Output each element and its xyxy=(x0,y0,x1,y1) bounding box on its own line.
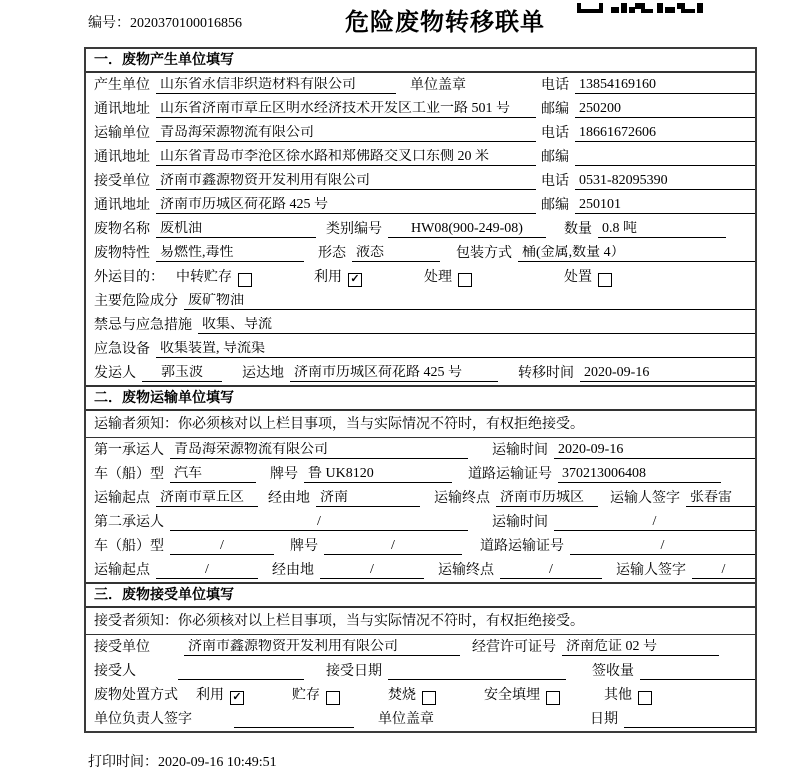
taboo-measures-row xyxy=(86,313,755,337)
transfer-purpose-row xyxy=(86,265,755,289)
shipper-row xyxy=(86,361,755,385)
route1-row xyxy=(86,486,755,510)
transport-phone-label: 电话 xyxy=(541,126,569,141)
emergency-equipment-row xyxy=(86,337,755,361)
producer-zip-value: 250200 xyxy=(575,101,755,118)
checkbox-mark: ✓ xyxy=(350,273,360,285)
transport-unit-label: 运输单位 xyxy=(94,126,150,141)
origin1-label: 运输起点 xyxy=(94,491,150,506)
second-carrier-row xyxy=(86,510,755,534)
transit-storage-checkbox xyxy=(238,273,252,287)
waste-pack-value: 桶(金属,数量 4） xyxy=(518,245,755,262)
acceptor-row xyxy=(86,659,755,683)
destination-label: 运达地 xyxy=(242,366,284,381)
acceptor-value xyxy=(178,664,304,680)
via2-value: / xyxy=(320,562,424,579)
receiver-phone-label: 电话 xyxy=(541,174,569,189)
shipper-value: 郭玉波 xyxy=(142,365,222,382)
serial-label: 编号： xyxy=(88,16,130,31)
transport-time1-value: 2020-09-16 xyxy=(554,442,755,459)
producer-unit-value: 山东省永信非织造材料有限公司 xyxy=(156,77,396,94)
waste-code-label: 类别编号 xyxy=(326,222,382,237)
transfer-purpose-label: 外运目的： xyxy=(94,270,164,285)
option-storage-label: 贮存 xyxy=(292,688,320,703)
manifest-table xyxy=(84,47,757,733)
storage-checkbox xyxy=(326,691,340,705)
acceptor-label: 接受人 xyxy=(94,664,136,679)
producer-unit-row xyxy=(86,73,755,97)
option-utilize2-label: 利用 xyxy=(196,688,224,703)
vehicle1-row xyxy=(86,462,755,486)
dispose-checkbox xyxy=(598,273,612,287)
shipper-label: 发运人 xyxy=(94,366,136,381)
producer-address-value: 山东省济南市章丘区明水经济技术开发区工业一路 501 号 xyxy=(156,101,536,118)
incinerate-checkbox xyxy=(422,691,436,705)
transport-zip-value xyxy=(575,150,755,166)
endpoint1-label: 运输终点 xyxy=(434,491,490,506)
road-permit1-label: 道路运输证号 xyxy=(468,467,552,482)
accept-date-value xyxy=(388,664,566,680)
vehicle-type2-label: 车（船）型 xyxy=(94,539,164,554)
first-carrier-value: 青岛海荣源物流有限公司 xyxy=(170,442,468,459)
vehicle-type1-value: 汽车 xyxy=(170,466,256,483)
carrier-sign1-label: 运输人签字 xyxy=(610,491,680,506)
taboo-measures-label: 禁忌与应急措施 xyxy=(94,318,192,333)
emergency-equipment-label: 应急设备 xyxy=(94,342,150,357)
transport-unit-value: 青岛海荣源物流有限公司 xyxy=(156,125,536,142)
qr-code-fragment xyxy=(577,0,703,18)
waste-form-label: 形态 xyxy=(318,246,346,261)
waste-attr-row xyxy=(86,241,755,265)
option-transit-storage-label: 中转贮存 xyxy=(176,270,232,285)
plate1-value: 鲁 UK8120 xyxy=(304,466,452,483)
plate2-label: 牌号 xyxy=(290,539,318,554)
waste-code-value: HW08(900-249-08) xyxy=(388,221,546,238)
producer-address-row xyxy=(86,97,755,121)
utilize2-checkbox xyxy=(230,691,244,705)
receiver-unit-row xyxy=(86,169,755,193)
unit-seal2-label: 单位盖章 xyxy=(378,712,434,727)
road-permit2-label: 道路运输证号 xyxy=(480,539,564,554)
license-label: 经营许可证号 xyxy=(472,640,556,655)
emergency-equipment-value: 收集装置, 导流渠 xyxy=(156,341,755,358)
first-carrier-label: 第一承运人 xyxy=(94,443,164,458)
transport-time2-value: / xyxy=(554,514,755,531)
sign-date-label: 日期 xyxy=(590,712,618,727)
option-landfill-label: 安全填埋 xyxy=(484,688,540,703)
accept-unit-row xyxy=(86,635,755,659)
transport-zip-label: 邮编 xyxy=(541,150,569,165)
option-utilize-label: 利用 xyxy=(314,270,342,285)
producer-phone-value: 13854169160 xyxy=(575,77,755,94)
option-incinerate-label: 焚烧 xyxy=(388,688,416,703)
option-dispose-label: 处置 xyxy=(564,270,592,285)
transport-address-label: 通讯地址 xyxy=(94,150,150,165)
license-value: 济南危证 02 号 xyxy=(562,639,719,656)
taboo-measures-value: 收集、导流 xyxy=(198,317,755,334)
plate1-label: 牌号 xyxy=(270,467,298,482)
waste-qty-label: 数量 xyxy=(564,222,592,237)
receiver-address-row xyxy=(86,193,755,217)
producer-address-label: 通讯地址 xyxy=(94,102,150,117)
disposal-method-label: 废物处置方式 xyxy=(94,688,178,703)
origin1-value: 济南市章丘区 xyxy=(156,490,258,507)
via2-label: 经由地 xyxy=(272,563,314,578)
second-carrier-label: 第二承运人 xyxy=(94,515,164,530)
print-time-value: 2020-09-16 10:49:51 xyxy=(158,755,277,770)
via1-label: 经由地 xyxy=(268,491,310,506)
origin2-label: 运输起点 xyxy=(94,563,150,578)
via1-value: 济南 xyxy=(316,490,420,507)
waste-name-label: 废物名称 xyxy=(94,222,150,237)
receiver-phone-value: 0531-82095390 xyxy=(575,173,755,190)
producer-phone-label: 电话 xyxy=(541,78,569,93)
section2-heading: 二．废物运输单位填写 xyxy=(86,385,755,411)
vehicle-type2-value: / xyxy=(170,538,274,555)
receiver-address-value: 济南市历城区荷花路 425 号 xyxy=(156,197,536,214)
transport-phone-value: 18661672606 xyxy=(575,125,755,142)
producer-unit-label: 产生单位 xyxy=(94,78,150,93)
disposal-method-row xyxy=(86,683,755,707)
responsible-sign-value xyxy=(234,712,354,728)
receiver-unit-label: 接受单位 xyxy=(94,174,150,189)
destination-value: 济南市历城区荷花路 425 号 xyxy=(290,365,498,382)
carrier-sign2-value: / xyxy=(692,562,755,579)
print-time-label: 打印时间： xyxy=(88,755,158,770)
endpoint2-value: / xyxy=(500,562,602,579)
option-other-label: 其他 xyxy=(604,688,632,703)
section1-heading: 一．废物产生单位填写 xyxy=(86,49,755,73)
serial-number xyxy=(88,12,242,32)
serial-value: 2020370100016856 xyxy=(130,16,242,31)
accept-date-label: 接受日期 xyxy=(326,664,382,679)
transport-address-value: 山东省青岛市李沧区徐水路和郑佛路交叉口东侧 20 米 xyxy=(156,149,536,166)
print-time xyxy=(88,751,277,771)
second-carrier-value: / xyxy=(170,514,468,531)
vehicle-type1-label: 车（船）型 xyxy=(94,467,164,482)
checkbox-mark: ✓ xyxy=(232,691,242,703)
transport-address-row xyxy=(86,145,755,169)
receiver-address-label: 通讯地址 xyxy=(94,198,150,213)
option-treat-label: 处理 xyxy=(424,270,452,285)
sign-amount-label: 签收量 xyxy=(592,664,634,679)
accept-unit-value: 济南市鑫源物资开发利用有限公司 xyxy=(184,639,460,656)
hazard-component-row xyxy=(86,289,755,313)
waste-attr-value: 易燃性,毒性 xyxy=(156,245,304,262)
transfer-time-label: 转移时间 xyxy=(518,366,574,381)
transport-unit-row xyxy=(86,121,755,145)
responsible-sign-label: 单位负责人签字 xyxy=(94,712,192,727)
other-checkbox xyxy=(638,691,652,705)
responsible-sign-row xyxy=(86,707,755,731)
road-permit2-value: / xyxy=(570,538,755,555)
hazard-component-label: 主要危险成分 xyxy=(94,294,178,309)
waste-attr-label: 废物特性 xyxy=(94,246,150,261)
sign-date-value xyxy=(624,712,755,728)
carrier-sign1-value: 张春雷 xyxy=(686,490,755,507)
waste-qty-value: 0.8 吨 xyxy=(598,221,726,238)
page-title: 危险废物转移联单 xyxy=(345,10,545,36)
waste-name-row xyxy=(86,217,755,241)
first-carrier-row xyxy=(86,438,755,462)
qr-code-fragment-icon xyxy=(577,3,703,13)
plate2-value: / xyxy=(324,538,462,555)
hazard-component-value: 废矿物油 xyxy=(184,293,755,310)
producer-zip-label: 邮编 xyxy=(541,102,569,117)
transport-time2-label: 运输时间 xyxy=(492,515,548,530)
sign-amount-value xyxy=(640,664,755,680)
treat-checkbox xyxy=(458,273,472,287)
unit-seal-label: 单位盖章 xyxy=(410,78,466,93)
road-permit1-value: 370213006408 xyxy=(558,466,721,483)
transporter-notice: 运输者须知：你必须核对以上栏目事项，当与实际情况不符时，有权拒绝接受。 xyxy=(86,411,755,438)
transport-time1-label: 运输时间 xyxy=(492,443,548,458)
utilize-checkbox xyxy=(348,273,362,287)
accept-unit-label: 接受单位 xyxy=(94,640,150,655)
receiver-unit-value: 济南市鑫源物资开发利用有限公司 xyxy=(156,173,536,190)
vehicle2-row xyxy=(86,534,755,558)
receiver-zip-label: 邮编 xyxy=(541,198,569,213)
landfill-checkbox xyxy=(546,691,560,705)
waste-form-value: 液态 xyxy=(352,245,440,262)
route2-row xyxy=(86,558,755,582)
endpoint2-label: 运输终点 xyxy=(438,563,494,578)
endpoint1-value: 济南市历城区 xyxy=(496,490,598,507)
receiver-notice: 接受者须知：你必须核对以上栏目事项，当与实际情况不符时，有权拒绝接受。 xyxy=(86,608,755,635)
carrier-sign2-label: 运输人签字 xyxy=(616,563,686,578)
waste-pack-label: 包装方式 xyxy=(456,246,512,261)
section3-heading: 三．废物接受单位填写 xyxy=(86,582,755,608)
receiver-zip-value: 250101 xyxy=(575,197,755,214)
origin2-value: / xyxy=(156,562,258,579)
waste-name-value: 废机油 xyxy=(156,221,316,238)
transfer-time-value: 2020-09-16 xyxy=(580,365,755,382)
